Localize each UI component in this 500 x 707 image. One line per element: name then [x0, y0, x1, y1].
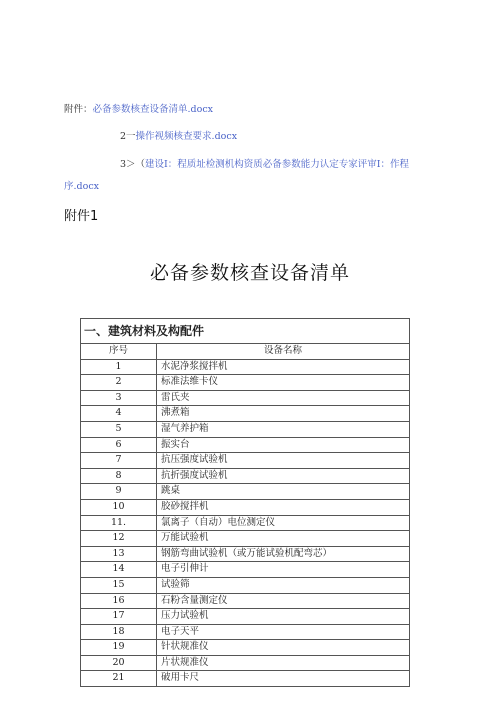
row-number: 13 [81, 546, 157, 562]
table-row [81, 577, 410, 593]
attachment-link-checklist[interactable]: 必备参数核查设备清单.docx [92, 104, 214, 115]
attachment-prefix: 3＞（ [120, 159, 146, 170]
row-number: 15 [81, 577, 157, 593]
attachment-line-1 [64, 101, 213, 115]
attachment-heading: 附件1 [64, 209, 99, 224]
row-number: 8 [81, 468, 157, 484]
row-number: 14 [81, 562, 157, 578]
document-title: 必备参数核查设备清单 [149, 262, 350, 284]
row-number: 19 [81, 640, 157, 656]
equipment-name: 胶砂搅拌机 [157, 499, 410, 515]
attachment-prefix: 2一 [120, 131, 136, 142]
equipment-name: 沸煮箱 [157, 406, 410, 422]
table-row [81, 375, 410, 391]
attachment-line-2 [120, 128, 237, 142]
equipment-name: 振实台 [157, 437, 410, 453]
table-row [81, 546, 410, 562]
table-row [81, 671, 410, 687]
equipment-name: 抗折强度试验机 [157, 468, 410, 484]
equipment-name: 水泥净浆搅拌机 [157, 359, 410, 375]
row-number: 17 [81, 609, 157, 625]
equipment-name: 氯离子（自动）电位测定仪 [157, 515, 410, 531]
table-row [81, 406, 410, 422]
table-row [81, 359, 410, 375]
attachment-link-video-requirements[interactable]: 操作视频核查要求.docx [135, 131, 238, 142]
equipment-name: 钢筋弯曲试验机（或万能试验机配弯芯） [157, 546, 410, 562]
attachment-line-3 [120, 156, 409, 170]
row-number: 6 [81, 437, 157, 453]
row-number: 20 [81, 655, 157, 671]
row-number: 18 [81, 624, 157, 640]
table-row [81, 562, 410, 578]
table-row [81, 437, 410, 453]
row-number: 9 [81, 484, 157, 500]
header-row [81, 344, 410, 360]
row-number: 3 [81, 390, 157, 406]
row-number: 10 [81, 499, 157, 515]
equipment-name: 雷氏夹 [157, 390, 410, 406]
equipment-name: 针状规准仪 [157, 640, 410, 656]
equipment-name: 电子天平 [157, 624, 410, 640]
equipment-name: 万能试验机 [157, 531, 410, 547]
table-row [81, 453, 410, 469]
section-row [81, 319, 410, 344]
row-number: 1 [81, 359, 157, 375]
table-row [81, 655, 410, 671]
row-number: 4 [81, 406, 157, 422]
table-row [81, 609, 410, 625]
table-row [81, 624, 410, 640]
attachment-line-3-continued [64, 178, 99, 192]
equipment-name: 破用卡尺 [157, 671, 410, 687]
row-number: 7 [81, 453, 157, 469]
table-row [81, 468, 410, 484]
table-row [81, 484, 410, 500]
equipment-name: 标准法维卡仪 [157, 375, 410, 391]
equipment-name: 抗压强度试验机 [157, 453, 410, 469]
table-row [81, 390, 410, 406]
equipment-name: 压力试验机 [157, 609, 410, 625]
table-row [81, 593, 410, 609]
equipment-name: 试验筛 [157, 577, 410, 593]
row-number: 12 [81, 531, 157, 547]
row-number: 11. [81, 515, 157, 531]
table-row [81, 515, 410, 531]
row-number: 16 [81, 593, 157, 609]
equipment-name: 湿气养护箱 [157, 421, 410, 437]
table-row [81, 421, 410, 437]
equipment-name: 跳桌 [157, 484, 410, 500]
section-heading: 一、建筑材料及构配件 [81, 319, 410, 344]
table-row [81, 531, 410, 547]
row-number: 21 [81, 671, 157, 687]
attachment-prefix: 附件： [64, 104, 93, 115]
table-row [81, 640, 410, 656]
column-header-name: 设备名称 [157, 344, 410, 360]
attachment-link-procedure[interactable]: 建设I：程质址检测机构资质必备参数能力认定专家评审I：作程 [145, 159, 410, 170]
equipment-name: 片状规准仪 [157, 655, 410, 671]
row-number: 5 [81, 421, 157, 437]
equipment-name: 电子引伸计 [157, 562, 410, 578]
table-row [81, 499, 410, 515]
equipment-table [80, 318, 410, 687]
equipment-name: 石粉含量测定仪 [157, 593, 410, 609]
attachment-link-procedure-continued[interactable]: 序.docx [64, 181, 99, 192]
row-number: 2 [81, 375, 157, 391]
column-header-number: 序号 [81, 344, 157, 360]
